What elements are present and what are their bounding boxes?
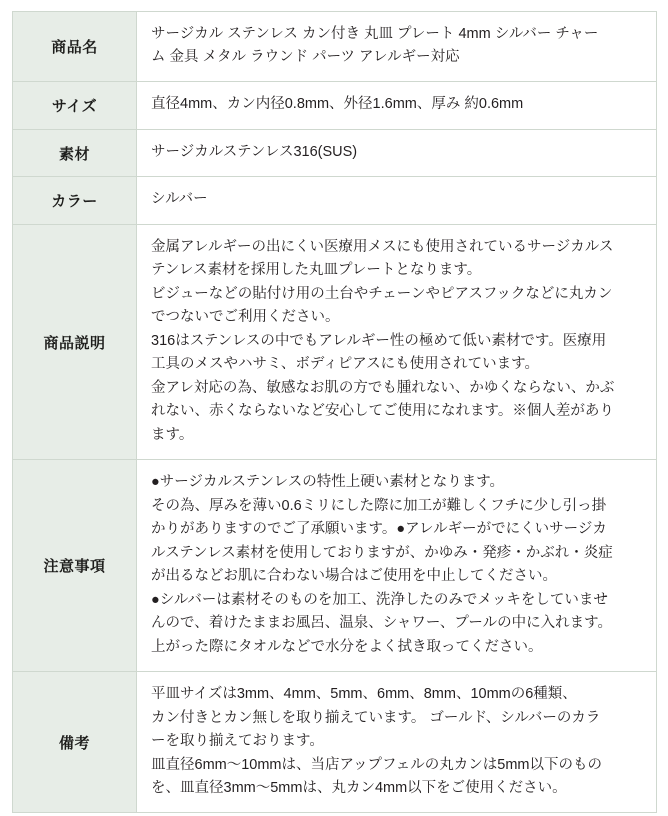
- row-value-remarks: [137, 672, 657, 813]
- row-value-description: [137, 224, 657, 459]
- text-line: ルステンレス素材を使用しておりますが、かゆみ・発疹・かぶれ・炎症: [151, 544, 613, 561]
- table-row: [13, 129, 657, 176]
- text-line: 平皿サイズは3mm、4mm、5mm、6mm、8mm、10mmの6種類、: [151, 686, 577, 703]
- row-label-material: 素材: [13, 129, 137, 176]
- row-label-size: サイズ: [13, 82, 137, 129]
- text-line: 工具のメスやハサミ、ボディピアスにも使用されています。: [151, 356, 540, 373]
- text-line: れない、赤くならないなど安心してご使用になれます。※個人差があり: [151, 403, 614, 420]
- row-value-color: [137, 177, 657, 224]
- text-line: でつないでご利用ください。: [151, 309, 340, 326]
- text-line: 金アレ対応の為、敏感なお肌の方でも腫れない、かゆくならない、かぶ: [151, 379, 615, 396]
- row-label-product-name: 商品名: [13, 12, 137, 82]
- row-label-precautions: 注意事項: [13, 460, 137, 672]
- text-line: 直径4mm、カン内径0.8mm、外径1.6mm、厚み 約0.6mm: [151, 96, 524, 113]
- table-row: [13, 460, 657, 672]
- text-line: 金属アレルギーの出にくい医療用メスにも使用されているサージカルス: [151, 238, 614, 255]
- text-line: を、皿直径3mm〜5mmは、丸カン4mm以下をご使用ください。: [151, 780, 567, 796]
- row-value-material: [137, 129, 657, 176]
- product-spec-table: [12, 11, 657, 813]
- table-row: [13, 672, 657, 813]
- row-label-description: 商品説明: [13, 224, 137, 459]
- text-line: テンレス素材を採用した丸皿プレートとなります。: [151, 262, 482, 279]
- text-line: ム 金具 メタル ラウンド パーツ アレルギー対応: [151, 49, 460, 66]
- text-line: ●サージカルステンレスの特性上硬い素材となります。: [151, 474, 505, 491]
- text-line: 皿直径6mm〜10mmは、当店アップフェルの丸カンは5mm以下のもの: [151, 756, 602, 773]
- row-value-product-name: [137, 12, 657, 82]
- text-line: ●シルバーは素材そのものを加工、洗浄したのみでメッキをしていませ: [151, 591, 608, 608]
- row-value-size: [137, 82, 657, 129]
- row-label-remarks: 備考: [13, 672, 137, 813]
- text-line: シルバー: [151, 191, 208, 208]
- text-line: 上がった際にタオルなどで水分をよく拭き取ってください。: [151, 638, 543, 655]
- text-line: サージカル ステンレス カン付き 丸皿 プレート 4mm シルバー チャー: [151, 26, 599, 42]
- text-line: その為、厚みを薄い0.6ミリにした際に加工が難しくフチに少し引っ掛: [151, 497, 607, 514]
- table-row: [13, 177, 657, 224]
- text-line: んので、着けたままお風呂、温泉、シャワー、プールの中に入れます。: [151, 615, 612, 632]
- row-value-precautions: [137, 460, 657, 672]
- spec-table-body: [13, 12, 657, 813]
- table-row: [13, 224, 657, 459]
- text-line: かりがありますのでご了承願います。●アレルギーがでにくいサージカ: [151, 521, 607, 538]
- text-line: カン付きとカン無しを取り揃えています。 ゴールド、シルバーのカラ: [151, 709, 601, 726]
- text-line: ます。: [151, 426, 194, 443]
- text-line: が出るなどお肌に合わない場合はご使用を中止してください。: [151, 568, 557, 585]
- row-label-color: カラー: [13, 177, 137, 224]
- text-line: 316はステンレスの中でもアレルギー性の極めて低い素材です。医療用: [151, 332, 607, 349]
- text-line: サージカルステンレス316(SUS): [151, 143, 358, 160]
- table-row: [13, 82, 657, 129]
- text-line: ーを取り揃えております。: [151, 733, 324, 750]
- table-row: [13, 12, 657, 82]
- text-line: ビジューなどの貼付け用の土台やチェーンやピアスフックなどに丸カン: [151, 285, 613, 302]
